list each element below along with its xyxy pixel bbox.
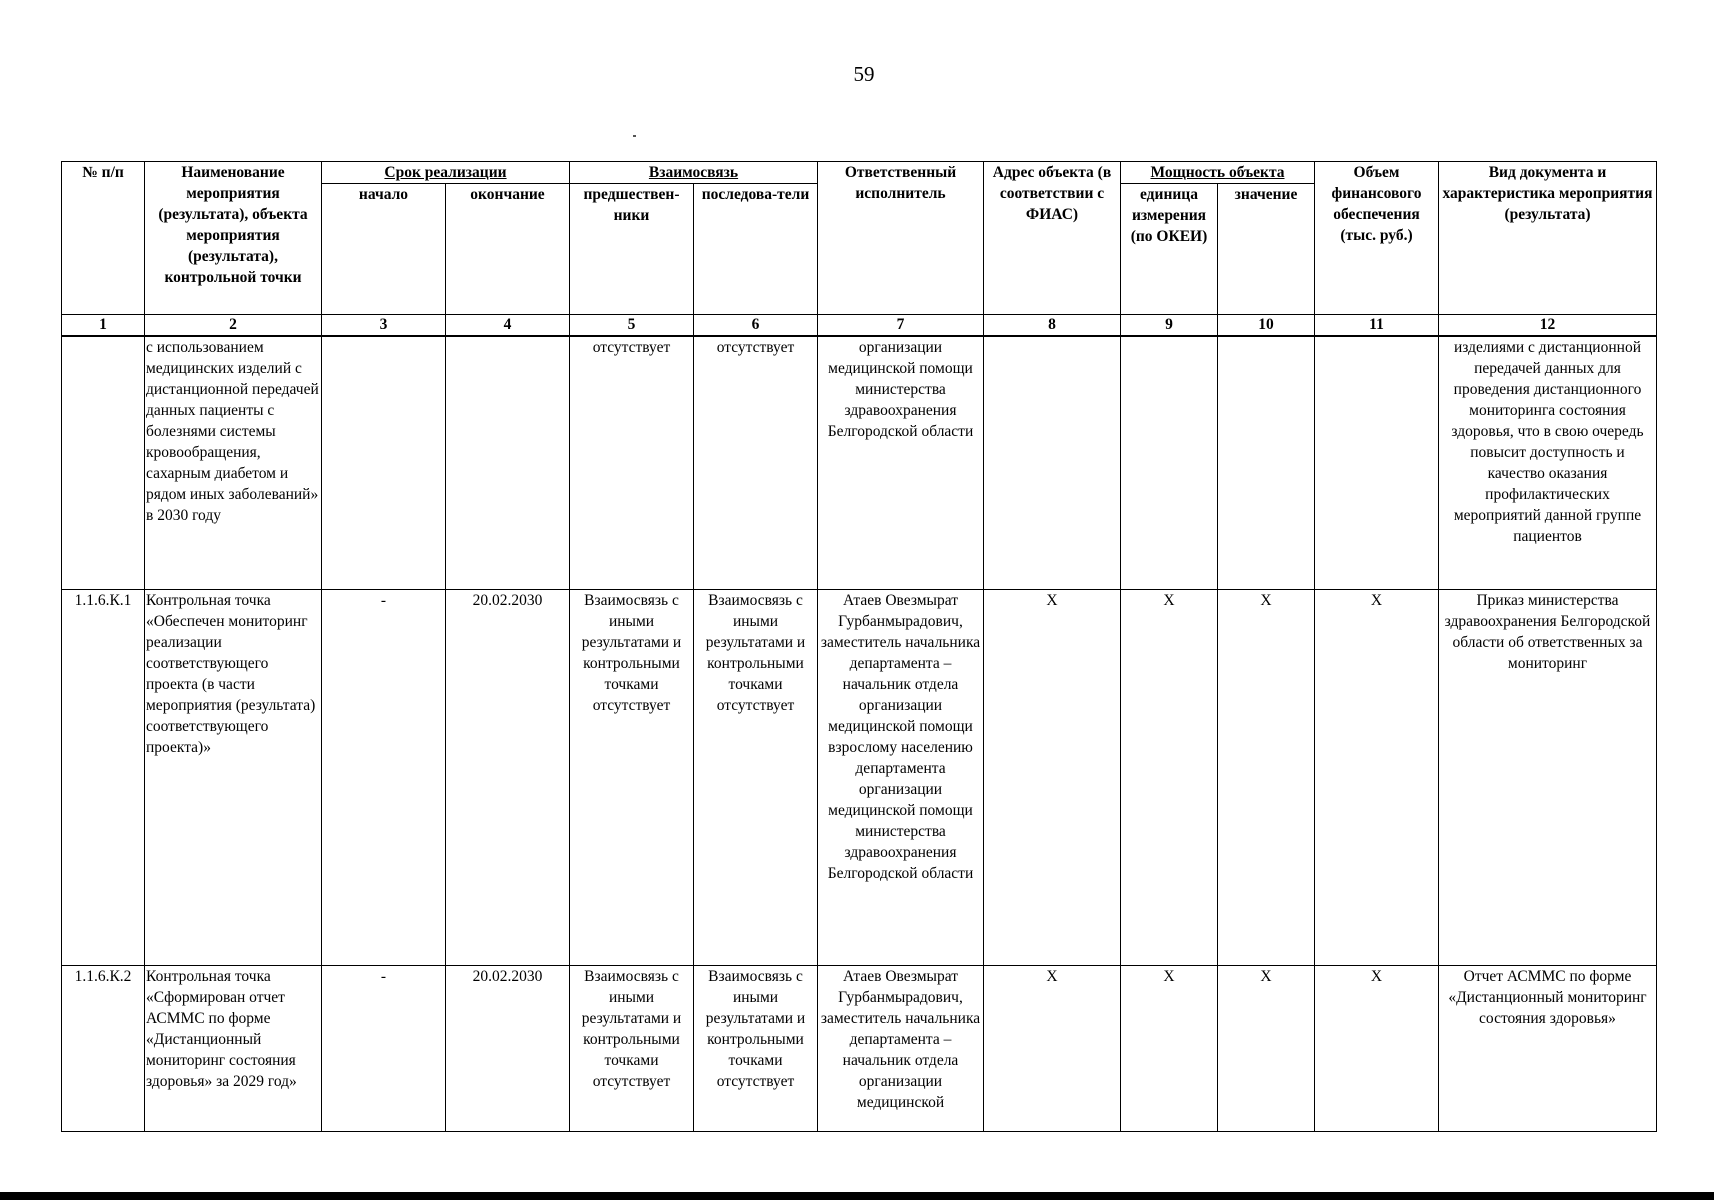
scan-speck: [633, 135, 636, 137]
project-table: [61, 161, 1657, 1132]
cell-finance: [1315, 336, 1439, 590]
cell-finance: X: [1315, 966, 1439, 1132]
cell-prev: Взаимосвязь с иными результатами и контрольными точками отсутствует: [570, 966, 694, 1132]
col-number: 2: [145, 315, 322, 337]
cell-next: отсутствует: [694, 336, 818, 590]
cell-unit: X: [1121, 590, 1218, 966]
cell-end: 20.02.2030: [446, 590, 570, 966]
cell-name: с использованием медицинских изделий с дистанционной передачей данных пациенты с болезнями системы кровообращения, сахарным диабетом и рядом иных заболеваний» в 2030 году: [145, 336, 322, 590]
col-number: 4: [446, 315, 570, 337]
header-finance: Объем финансового обеспечения (тыс. руб.): [1315, 162, 1439, 315]
cell-start: [322, 336, 446, 590]
cell-next: Взаимосвязь с иными результатами и контрольными точками отсутствует: [694, 590, 818, 966]
cell-unit: [1121, 336, 1218, 590]
table-row: [62, 590, 1657, 966]
cell-responsible: организации медицинской помощи министерства здравоохранения Белгородской области: [818, 336, 984, 590]
cell-start: -: [322, 590, 446, 966]
col-number: 3: [322, 315, 446, 337]
header-address: Адрес объекта (в соответствии с ФИАС): [984, 162, 1121, 315]
header-period: Срок реализации: [322, 162, 570, 184]
header-row-1: [62, 162, 1657, 184]
col-number: 9: [1121, 315, 1218, 337]
header-doc-type: Вид документа и характеристика мероприятия (результата): [1439, 162, 1657, 315]
col-number: 11: [1315, 315, 1439, 337]
cell-end: [446, 336, 570, 590]
cell-address: X: [984, 590, 1121, 966]
table-row: [62, 336, 1657, 590]
header-capacity-value: значение: [1218, 184, 1315, 315]
header-link-prev: предшествен-ники: [570, 184, 694, 315]
cell-prev: Взаимосвязь с иными результатами и контрольными точками отсутствует: [570, 590, 694, 966]
table-row: [62, 966, 1657, 1132]
cell-name: Контрольная точка «Сформирован отчет АСММС по форме «Дистанционный мониторинг состояния здоровья» за 2029 год»: [145, 966, 322, 1132]
cell-value: X: [1218, 590, 1315, 966]
cell-value: [1218, 336, 1315, 590]
cell-end: 20.02.2030: [446, 966, 570, 1132]
cell-value: X: [1218, 966, 1315, 1132]
cell-responsible: Атаев Овезмырат Гурбанмырадович, заместитель начальника департамента – начальник отдела организации медицинской помощи взрослому населению департамента организации медицинской помощи министерства здравоохранения Белгородской области: [818, 590, 984, 966]
cell-address: X: [984, 966, 1121, 1132]
header-link-next: последова-тели: [694, 184, 818, 315]
cell-num: 1.1.6.К.1: [62, 590, 145, 966]
col-number: 10: [1218, 315, 1315, 337]
col-number: 1: [62, 315, 145, 337]
page-number: 59: [853, 62, 875, 86]
col-number: 5: [570, 315, 694, 337]
cell-num: [62, 336, 145, 590]
col-number: 7: [818, 315, 984, 337]
cell-num: 1.1.6.К.2: [62, 966, 145, 1132]
cell-unit: X: [1121, 966, 1218, 1132]
header-link: Взаимосвязь: [570, 162, 818, 184]
header-capacity: Мощность объекта: [1121, 162, 1315, 184]
cell-prev: отсутствует: [570, 336, 694, 590]
header-period-end: окончание: [446, 184, 570, 315]
cell-address: [984, 336, 1121, 590]
header-capacity-unit: единица измерения (по ОКЕИ): [1121, 184, 1218, 315]
header-name: Наименование мероприятия (результата), объекта мероприятия (результата), контрольной точки: [145, 162, 322, 315]
cell-doc: Отчет АСММС по форме «Дистанционный мониторинг состояния здоровья»: [1439, 966, 1657, 1132]
cell-doc: изделиями с дистанционной передачей данных для проведения дистанционного мониторинга состояния здоровья, что в свою очередь повысит доступность и качество оказания профилактических мероприятий данной группе пациентов: [1439, 336, 1657, 590]
col-number: 8: [984, 315, 1121, 337]
cell-start: -: [322, 966, 446, 1132]
cell-responsible: Атаев Овезмырат Гурбанмырадович, заместитель начальника департамента – начальник отдела организации медицинской: [818, 966, 984, 1132]
column-number-row: [62, 315, 1657, 337]
cell-finance: X: [1315, 590, 1439, 966]
cell-doc: Приказ министерства здравоохранения Белгородской области об ответственных за мониторинг: [1439, 590, 1657, 966]
header-num: № п/п: [62, 162, 145, 315]
cell-next: Взаимосвязь с иными результатами и контрольными точками отсутствует: [694, 966, 818, 1132]
col-number: 12: [1439, 315, 1657, 337]
header-period-start: начало: [322, 184, 446, 315]
col-number: 6: [694, 315, 818, 337]
header-responsible: Ответственный исполнитель: [818, 162, 984, 315]
scan-edge: [0, 1192, 1714, 1200]
cell-name: Контрольная точка «Обеспечен мониторинг реализации соответствующего проекта (в части мероприятия (результата) соответствующего проекта)»: [145, 590, 322, 966]
